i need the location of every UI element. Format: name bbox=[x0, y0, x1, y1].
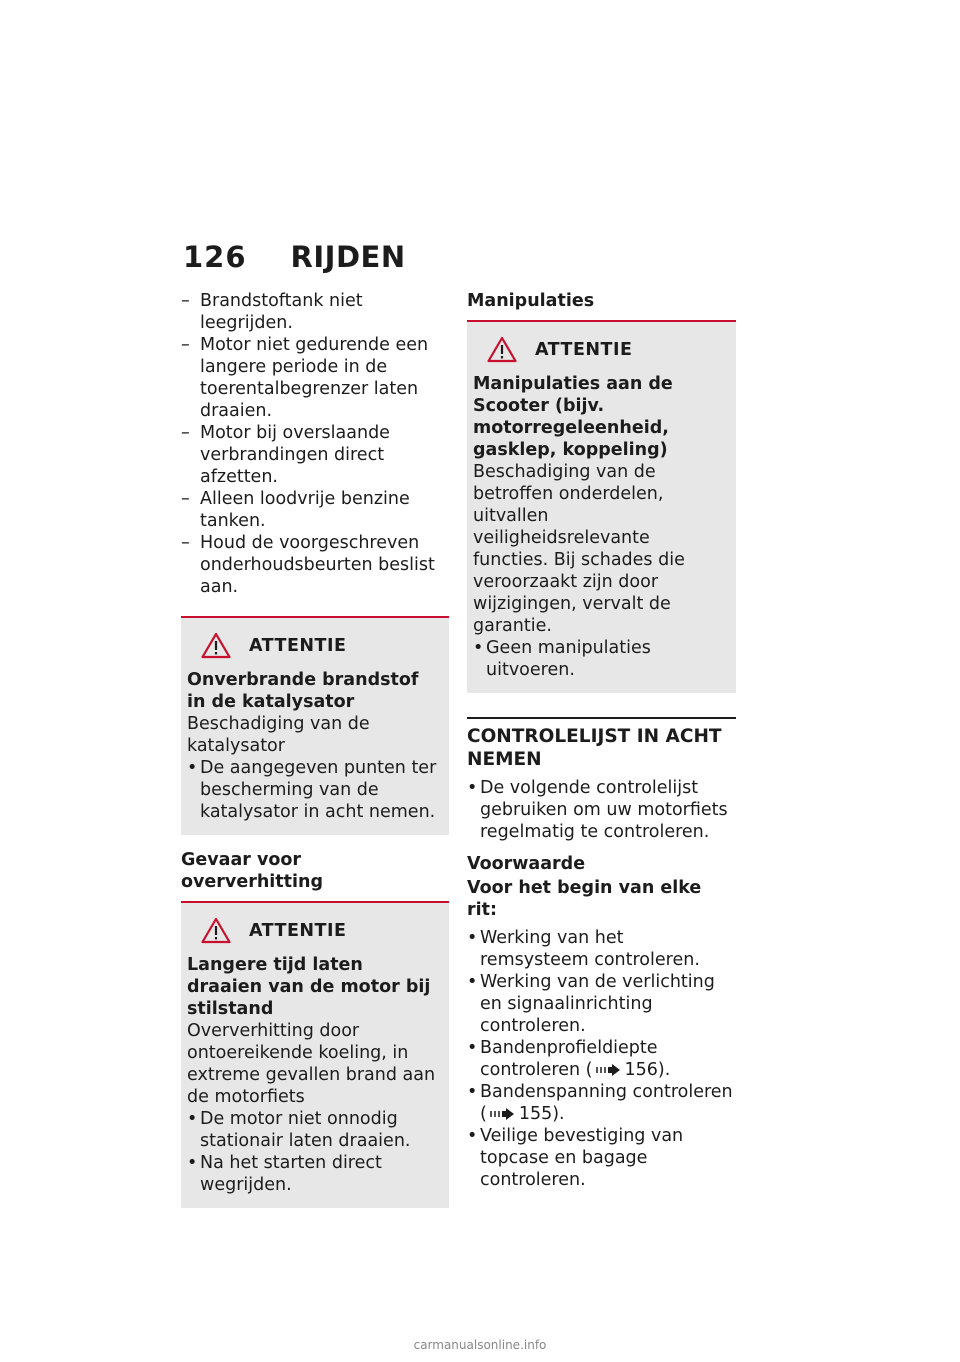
footer-watermark: carmanualsonline.info bbox=[413, 1338, 547, 1352]
prerequisite-label: Voorwaarde bbox=[467, 854, 586, 874]
page-number: 126 bbox=[183, 240, 247, 274]
warning-triangle-icon bbox=[201, 632, 231, 659]
checklist-heading: CONTROLELIJST IN ACHT NEMEN bbox=[467, 717, 736, 771]
attention-bullet: • De motor niet onnodig stationair laten draaien. bbox=[187, 1109, 411, 1151]
dash-item: – Houd de voorgeschreven onderhoudsbeurten beslist aan. bbox=[181, 533, 435, 597]
page-header bbox=[183, 240, 406, 274]
attention-label: ATTENTIE bbox=[535, 339, 633, 360]
attention-title: Langere tijd laten draaien van de motor bij stilstand bbox=[187, 955, 431, 1019]
page-reference-arrow-icon bbox=[490, 1108, 516, 1120]
dash-item: – Motor bij overslaande verbrandingen direct afzetten. bbox=[181, 423, 390, 487]
right-column bbox=[467, 290, 736, 1191]
overheating-heading: Gevaar voor oververhitting bbox=[181, 850, 324, 892]
attention-label: ATTENTIE bbox=[249, 920, 347, 941]
checklist-item: • Veilige bevestiging van topcase en bagage controleren. bbox=[467, 1126, 684, 1190]
attention-bullet: • De aangegeven punten ter bescherming van de katalysator in acht nemen. bbox=[187, 758, 437, 822]
prerequisite-text: Voor het begin van elke rit: bbox=[467, 878, 702, 920]
dash-item: – Alleen loodvrije benzine tanken. bbox=[181, 489, 410, 531]
page-reference[interactable]: 155 bbox=[518, 1104, 553, 1124]
warning-triangle-icon bbox=[487, 336, 517, 363]
attention-box-catalyst bbox=[181, 616, 449, 835]
attention-text: Beschadiging van de katalysator bbox=[187, 714, 370, 756]
attention-text: Beschadiging van de betroffen onderdelen, uitvallen veiligheidsrelevante functies. Bij schades die veroorzaakt zijn door wijzigingen, vervalt de garantie. bbox=[473, 462, 685, 636]
attention-label: ATTENTIE bbox=[249, 635, 347, 656]
left-column bbox=[181, 290, 449, 1208]
attention-title: Manipulaties aan de Scooter (bijv. motorregeleenheid, gasklep, koppeling) bbox=[473, 374, 673, 460]
checklist-item: • Werking van het remsysteem controleren. bbox=[467, 928, 700, 970]
section-title: RIJDEN bbox=[290, 240, 406, 274]
checklist-item: • Bandenprofieldiepte controleren ( 156). bbox=[467, 1038, 671, 1080]
page-reference[interactable]: 156 bbox=[624, 1060, 658, 1080]
manipulations-heading: Manipulaties bbox=[467, 291, 595, 311]
dash-item: – Motor niet gedurende een langere periode in de toerentalbegrenzer laten draaien. bbox=[181, 335, 429, 421]
dash-list bbox=[181, 290, 449, 598]
attention-bullet: • Geen manipulaties uitvoeren. bbox=[473, 638, 651, 680]
checklist-intro: • De volgende controlelijst gebruiken om uw motorfiets regelmatig te controleren. bbox=[467, 778, 728, 842]
checklist-item: • Werking van de verlichting en signaalinrichting controleren. bbox=[467, 972, 715, 1036]
checklist bbox=[467, 927, 736, 1191]
dash-item: – Brandstoftank niet leegrijden. bbox=[181, 291, 363, 333]
page-reference-arrow-icon bbox=[596, 1064, 622, 1076]
attention-box-manipulations bbox=[467, 320, 736, 693]
checklist-item: • Bandenspanning controleren ( 155). bbox=[467, 1082, 733, 1124]
attention-title: Onverbrande brandstof in de katalysator bbox=[187, 670, 419, 712]
attention-bullet: • Na het starten direct wegrijden. bbox=[187, 1153, 382, 1195]
warning-triangle-icon bbox=[201, 917, 231, 944]
attention-text: Oververhitting door ontoereikende koeling, in extreme gevallen brand aan de motorfiets bbox=[187, 1021, 436, 1107]
attention-box-overheating bbox=[181, 901, 449, 1208]
